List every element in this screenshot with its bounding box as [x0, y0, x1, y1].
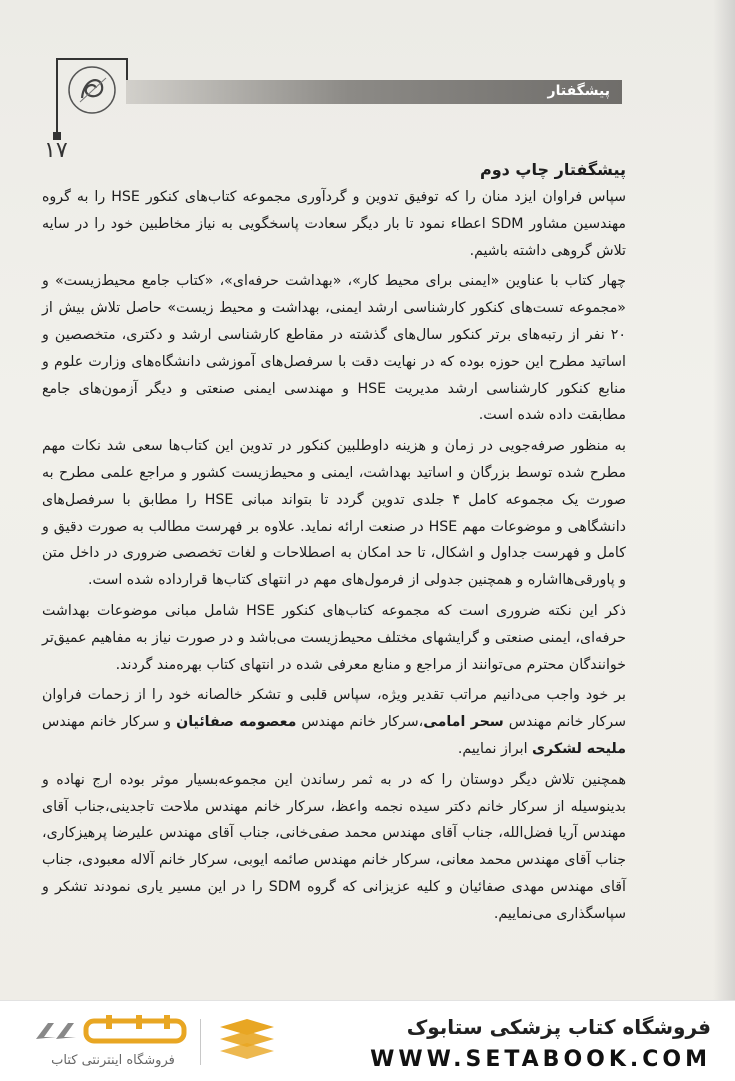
- store-url-link[interactable]: WWW.SETABOOK.COM: [370, 1047, 711, 1072]
- footer-divider: [200, 1019, 201, 1065]
- page-number: ۱۷: [44, 138, 68, 163]
- header-frame-line: [56, 58, 128, 60]
- thanks-mid-2: و سرکار خانم مهندس: [42, 714, 177, 731]
- page-content: [42, 150, 626, 932]
- setabook-logo[interactable]: [26, 1011, 192, 1051]
- brand-subtitle: فروشگاه اینترنتی کتاب: [51, 1053, 175, 1068]
- publisher-logo-icon: [66, 64, 118, 116]
- section-title: پیشگفتار: [547, 83, 610, 99]
- paragraph-3: به منظور صرفه‌جویی در زمان و هزینه داوطلبین کنکور در تدوین این کتاب‌ها سعی شد نکات مهم مطرح شده توسط بزرگان و اساتید بهداشت، ایمنی و محیط‌زیست کشور و مراجع علمی مطرح به صورت یک مجموعه کامل ۴ جلدی تدوین گردد تا بتواند مبانی HSE را مطابق با سرفصل‌های دانشگاهی و موضوعات مهم HSE در صنعت ارائه نماید. علاوه بر فهرست مطالب به صورت دقیق و کامل و فهرست جداول و اشکال، تا حد امکان به اصطلاحات و لغات تخصصی ضروری در داخل متن و پاورقی‌هااشاره و همچنین جدولی از فرمول‌های مهم در انتهای کتاب‌ها قرارداده شده است.: [42, 438, 626, 589]
- thanks-end: ابراز نماییم.: [457, 740, 533, 757]
- thanks-name-3: ملیحه لشکری: [532, 740, 626, 757]
- paragraph-1: سپاس فراوان ایزد منان را که توفیق تدوین و گردآوری مجموعه کتاب‌های کنکور HSE را به گروه مهندسین مشاور SDM اعطاء نمود تا بار دیگر سعادت پاسخگویی به نیاز مخاطبین خود را در سایه تلاش گروهی داشته باشیم.: [42, 189, 627, 259]
- book-stack-icon: [212, 1017, 282, 1069]
- thanks-name-1: سحر امامی: [423, 714, 504, 731]
- paragraph-final: همچنین تلاش دیگر دوستان را که در به ثمر رساندن این مجموعه‌بسیار موثر بوده ارج نهاده و بدینوسیله از سرکار خانم دکتر سیده نجمه واعظ، سرکار خانم مهندس ملاحت تاجدینی،جناب آقای مهندس آریا فضل‌الله، جناب آقای مهندس محمد صفی‌خانی، جناب آقای مهندس علیرضا پرهیزکاری، جناب آقای مهندس محمد معانی، سرکار خانم مهندس صائمه ایوبی، سرکار خانم آلاله معبودی، جناب آقای مهندس مهدی صفائیان و کلیه عزیزانی که گروه SDM را در این مسیر یاری نمودند تشکر و سپاسگذاری می‌نماییم.: [42, 771, 627, 922]
- thanks-name-2: معصومه صفائیان: [176, 714, 297, 731]
- section-header-bar: [126, 80, 622, 104]
- header-frame-line-vertical: [56, 58, 58, 138]
- content-heading: پیشگفتار چاپ دوم: [479, 160, 626, 179]
- paragraph-2: چهار کتاب با عناوین «ایمنی برای محیط کار»، «بهداشت حرفه‌ای»، «کتاب جامع محیط‌زیست» و «مجموعه تست‌های کنکور کارشناسی ارشد ایمنی، بهداشت و محیط زیست» حاصل تلاش بیش از ۲۰ نفر از رتبه‌های برتر کنکور سال‌های گذشته در مقاطع کارشناسی ارشد و دکتری، متخصصین و اساتید مطرح این حوزه بوده که در نهایت دقت با سرفصل‌های آموزشی دانشگاه‌های وزارت علوم و منابع کنکور کارشناسی ارشد مدیریت HSE و مهندسی ایمنی صنعتی و دیگر آزمون‌های جامع مطابقت داده شده است.: [42, 273, 626, 424]
- footer-banner: [0, 1000, 735, 1081]
- page-edge-shadow: [713, 0, 735, 1000]
- paragraph-4: ذکر این نکته ضروری است که مجموعه کتاب‌های کنکور HSE شامل مبانی موضوعات بهداشت حرفه‌ای، ایمنی صنعتی و گرایشهای مختلف محیط‌زیست می‌باشد و در صورت نیاز به مفاهیم عمیق‌تر خوانندگان محترم می‌توانند از مراجع و منابع معرفی شده در انتهای کتاب بهره‌مند گردند.: [42, 602, 626, 673]
- thanks-intro: بر خود واجب می‌دانیم مراتب تقدیر ویژه، سپاس قلبی و تشکر خالصانه خود را از زحمات فراوان سرکار خانم مهندس: [42, 687, 626, 731]
- thanks-mid-1: ،سرکار خانم مهندس: [296, 714, 424, 731]
- paragraph-thanks: [42, 682, 626, 762]
- store-name: فروشگاه کتاب پزشکی ستابوک: [406, 1015, 711, 1039]
- setabook-wordmark-icon: [26, 1011, 192, 1051]
